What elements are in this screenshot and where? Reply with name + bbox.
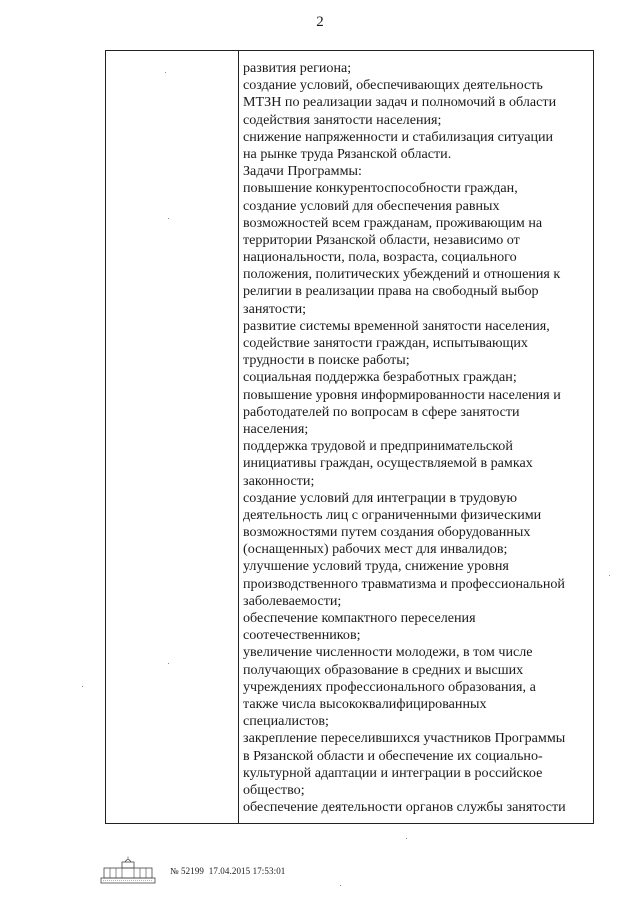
text-line: законности; [243, 472, 315, 489]
program-table [105, 50, 594, 824]
scan-speck [82, 686, 83, 687]
text-line: соотечественников; [243, 627, 361, 644]
text-line: создание условий, обеспечивающих деятельность [243, 77, 543, 94]
scan-speck [168, 663, 169, 664]
text-line: обеспечение деятельности органов службы занятости [243, 799, 566, 816]
scan-speck [609, 575, 610, 576]
text-line: деятельность лиц с ограниченными физическими [243, 506, 542, 523]
text-line: специалистов; [243, 713, 329, 730]
text-line: учреждениях профессионального образования, а [243, 678, 536, 695]
column-divider [238, 51, 239, 823]
scan-speck [340, 885, 341, 886]
text-line: территории Рязанской области, независимо от [243, 231, 520, 248]
scan-speck [406, 838, 407, 839]
government-seal-icon [100, 856, 156, 884]
text-line: развитие системы временной занятости населения, [243, 317, 550, 334]
footer-doc-number: № 52199 17.04.2015 17:53:01 [170, 866, 286, 876]
scan-speck [165, 72, 166, 73]
text-line: МТЗН по реализации задач и полномочий в области [243, 94, 557, 111]
text-line: религии в реализации права на свободный выбор [243, 283, 539, 300]
text-line: получающих образование в средних и высших [243, 661, 524, 678]
text-line: в Рязанской области и обеспечение их социально- [243, 747, 543, 764]
text-line: развития региона; [243, 60, 352, 76]
text-line: увеличение численности молодежи, в том числе [243, 644, 533, 661]
text-line: Задачи Программы: [243, 163, 362, 180]
text-line: (оснащенных) рабочих мест для инвалидов; [243, 541, 508, 558]
text-line: занятости; [243, 300, 307, 317]
text-line: повышение уровня информированности населения и [243, 386, 561, 403]
text-line: снижение напряженности и стабилизация ситуации [243, 128, 554, 145]
text-line: возможностями путем создания оборудованных [243, 524, 531, 541]
text-line: возможностей всем гражданам, проживающим на [243, 214, 543, 231]
text-line: производственного травматизма и профессиональной [243, 575, 565, 592]
text-line: повышение конкурентоспособности граждан, [243, 180, 518, 197]
text-line: заболеваемости; [243, 592, 342, 609]
scan-speck [168, 218, 169, 219]
text-line: национальности, пола, возраста, социального [243, 249, 517, 266]
text-line: поддержка трудовой и предпринимательской [243, 438, 513, 455]
text-line: закрепление переселившихся участников Программы [243, 730, 566, 747]
text-line: улучшение условий труда, снижение уровня [243, 558, 509, 575]
text-line: обеспечение компактного переселения [243, 610, 476, 626]
text-line: также числа высококвалифицированных [243, 695, 487, 712]
text-line: на рынке труда Рязанской области. [243, 145, 452, 162]
text-line: положения, политических убеждений и отношения к [243, 266, 561, 283]
text-line: создание условий для обеспечения равных [243, 197, 500, 214]
text-line: социальная поддержка безработных граждан; [243, 369, 517, 386]
text-line: содействия занятости населения; [243, 111, 442, 128]
text-line: создание условий для интеграции в трудовую [243, 489, 517, 506]
text-line: содействие занятости граждан, испытывающих [243, 335, 528, 351]
text-line: инициативы граждан, осуществляемой в рамках [243, 455, 533, 472]
text-line: трудности в поиске работы; [243, 352, 410, 369]
text-line: культурной адаптации и интеграции в российское [243, 764, 543, 781]
text-line: общество; [243, 781, 305, 798]
text-line: населения; [243, 420, 309, 437]
text-line: работодателей по вопросам в сфере занятости [243, 403, 520, 420]
table-cell-content [243, 60, 592, 816]
page-number: 2 [316, 14, 324, 30]
document-footer [100, 856, 500, 886]
